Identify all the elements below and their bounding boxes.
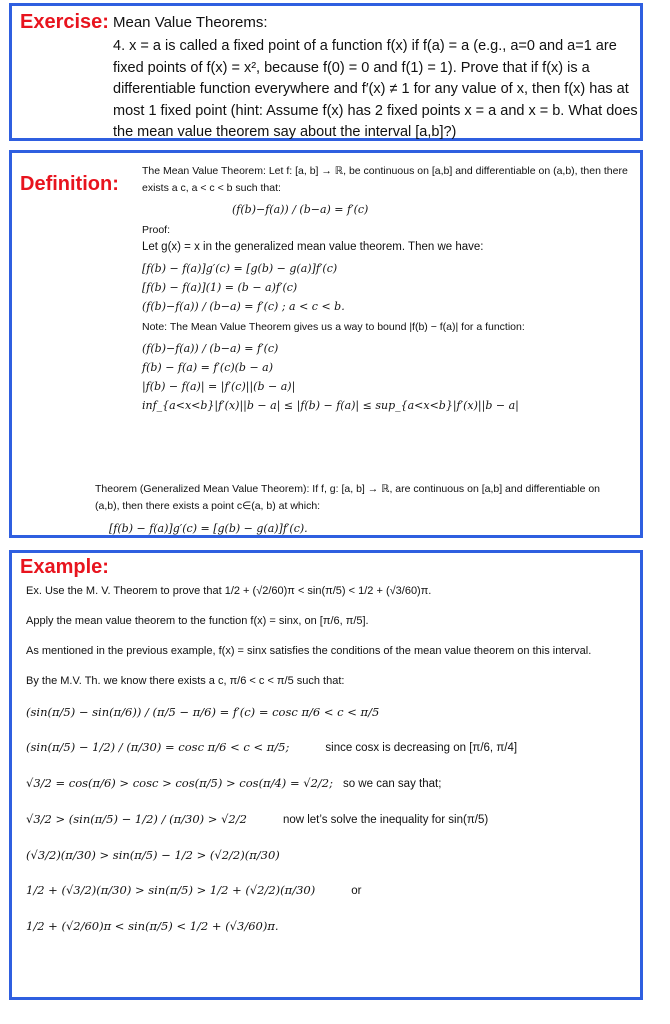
example-line: 1/2 + (√3/2)(π/30) > sin(π/5) > 1/2 + (√2/2)(π/30) or bbox=[26, 883, 362, 897]
note-line: |f(b) − f(a)| = |f′(c)||(b − a)| bbox=[142, 380, 296, 393]
exercise-title: Mean Value Theorems: bbox=[113, 14, 268, 31]
example-by-mvt: By the M.V. Th. we know there exists a c, π/6 < c < π/5 such that: bbox=[26, 675, 345, 687]
example-line: 1/2 + (√2/60)π < sin(π/5) < 1/2 + (√3/60)π. bbox=[26, 919, 279, 933]
example-box bbox=[9, 550, 643, 1000]
note-line: inf_{a<x<b}|f′(x)||b − a| ≤ |f(b) − f(a)| ≤ sup_{a<x<b}|f′(x)||b − a| bbox=[142, 399, 519, 412]
proof-intro: Let g(x) = x in the generalized mean value theorem. Then we have: bbox=[142, 241, 484, 253]
exercise-box bbox=[9, 3, 643, 141]
example-apply: Apply the mean value theorem to the function f(x) = sinx, on [π/6, π/5]. bbox=[26, 615, 369, 627]
proof-label: Proof: bbox=[142, 224, 171, 236]
definition-heading: Definition: bbox=[20, 173, 119, 195]
definition-box bbox=[9, 150, 643, 538]
gmvt-equation: [f(b) − f(a)]g′(c) = [g(b) − g(a)]f′(c). bbox=[109, 522, 308, 535]
note-text: Note: The Mean Value Theorem gives us a way to bound |f(b) − f(a)| for a function: bbox=[142, 321, 525, 333]
exercise-body: 4. x = a is called a fixed point of a function f(x) if f(a) = a (e.g., a=0 and a=1 are fixed points of f(x) = x², because f(0) = 0 and f(1) = 1). Prove that if f(x) is a differentiable function everywhere and f′(x) ≠ 1 for any value of x, then f(x) has at most 1 fixed point (hint: Assume f(x) has 2 fixed points x = a and x = b. What does the mean value theorem say about the interval [a,b]?) bbox=[113, 38, 638, 140]
note-line: (f(b)−f(a)) / (b−a) = f′(c) bbox=[142, 342, 279, 355]
mvt-equation: (f(b)−f(a)) / (b−a) = f′(c) bbox=[232, 203, 369, 216]
example-heading: Example: bbox=[20, 556, 109, 578]
proof-line: [f(b) − f(a)]g′(c) = [g(b) − g(a)]f′(c) bbox=[142, 262, 338, 275]
example-line: (√3/2)(π/30) > sin(π/5) − 1/2 > (√2/2)(π/30) bbox=[26, 848, 280, 862]
example-task: Ex. Use the M. V. Theorem to prove that 1/2 + (√2/60)π < sin(π/5) < 1/2 + (√3/60)π. bbox=[26, 585, 432, 597]
example-line: √3/2 = cos(π/6) > cosc > cos(π/5) > cos(π/4) = √2/2; so we can say that; bbox=[26, 776, 442, 790]
example-line: (sin(π/5) − 1/2) / (π/30) = cosc π/6 < c < π/5; since cosx is decreasing on [π/6, π/4] bbox=[26, 740, 518, 754]
example-line: √3/2 > (sin(π/5) − 1/2) / (π/30) > √2/2 now let’s solve the inequality for sin(π/5) bbox=[26, 812, 489, 826]
example-mentioned: As mentioned in the previous example, f(x) = sinx satisfies the conditions of the mean value theorem on this interval. bbox=[26, 645, 592, 657]
exercise-heading: Exercise: bbox=[20, 11, 109, 33]
note-line: f(b) − f(a) = f′(c)(b − a) bbox=[142, 361, 274, 374]
example-line: (sin(π/5) − sin(π/6)) / (π/5 − π/6) = f′(c) = cosc π/6 < c < π/5 bbox=[26, 705, 380, 719]
mvt-statement: The Mean Value Theorem: Let f: [a, b] → ℝ, be continuous on [a,b] and differentiable on (a,b), then there exists a c, a < c < b such that: bbox=[142, 165, 628, 194]
proof-line: [f(b) − f(a)](1) = (b − a)f′(c) bbox=[142, 281, 298, 294]
gmvt-statement: Theorem (Generalized Mean Value Theorem): If f, g: [a, b] → ℝ, are continuous on [a,b] and differentiable on (a,b), then there exists a point c∈(a, b) at which: bbox=[95, 483, 601, 512]
proof-line: (f(b)−f(a)) / (b−a) = f′(c) ; a < c < b. bbox=[142, 300, 345, 313]
